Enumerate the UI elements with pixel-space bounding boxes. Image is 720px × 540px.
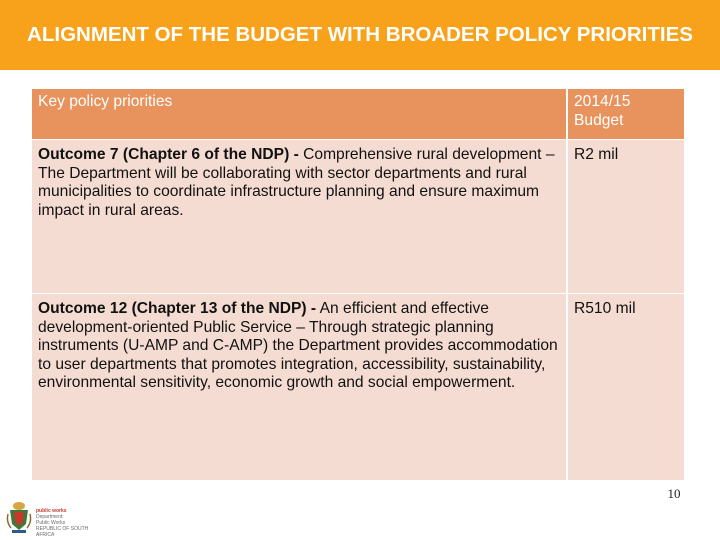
department-name: public works	[36, 508, 67, 514]
priority-lead: Outcome 12 (Chapter 13 of the NDP) -	[38, 300, 317, 317]
budget-cell	[567, 140, 684, 294]
coat-of-arms-icon	[6, 500, 32, 534]
header-label-budget: 2014/15 Budget	[574, 93, 631, 129]
header-label-priorities: Key policy priorities	[38, 93, 173, 110]
priority-cell	[32, 140, 567, 294]
priority-lead: Outcome 7 (Chapter 6 of the NDP) -	[38, 146, 299, 163]
budget-value: R2 mil	[574, 146, 619, 163]
budget-value: R510 mil	[574, 300, 636, 317]
priority-text: Comprehensive rural development – The Department will be collaborating with sector departments and rural municipalities to coordinate infrastructure planning and ensure maximum impact in rural areas.	[38, 146, 555, 219]
header-cell-priorities	[32, 89, 567, 140]
priority-text: An efficient and effective development-oriented Public Service – Through strategic planning instruments (U-AMP and C-AMP) the Department provides accommodation to user departments that promotes integration, accessibility, sustainability, environmental sensitivity, economic growth and social empowerment.	[38, 300, 558, 392]
page-number: 10	[667, 486, 681, 501]
department-logo-text	[36, 508, 96, 538]
table-header-row	[32, 89, 684, 140]
department-line: Public Works	[36, 520, 66, 526]
table-row	[32, 294, 684, 481]
department-line: REPUBLIC OF SOUTH AFRICA	[36, 526, 89, 538]
department-line: Department:	[36, 514, 64, 520]
table-row	[32, 140, 684, 294]
budget-cell	[567, 294, 684, 481]
slide-title: ALIGNMENT OF THE BUDGET WITH BROADER POLICY PRIORITIES	[27, 22, 693, 46]
priority-cell	[32, 294, 567, 481]
header-cell-budget	[567, 89, 684, 140]
policy-table	[32, 89, 684, 481]
title-bar	[0, 0, 720, 70]
